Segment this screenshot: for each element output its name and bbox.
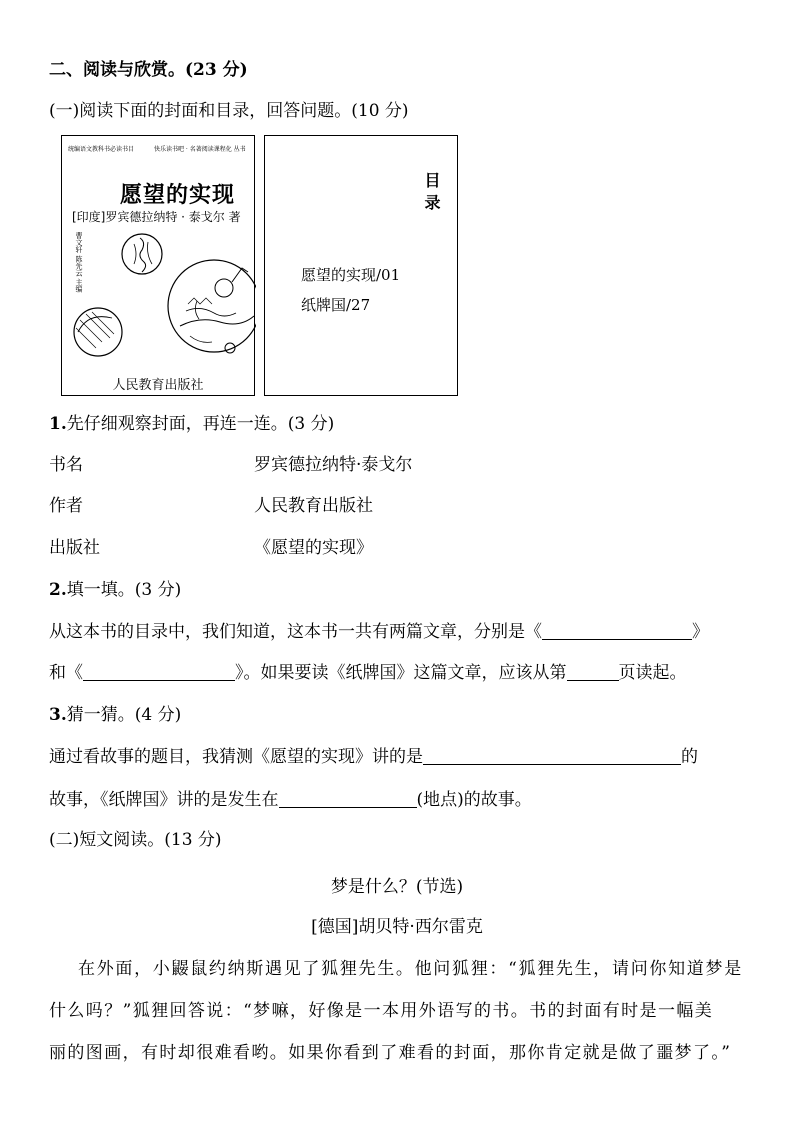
q3-text: 的 [681,747,698,767]
cover-series-text-right: 快乐读书吧 · 名著阅读课程化 丛书 [154,146,246,153]
table-of-contents [264,135,458,396]
question-1 [49,414,334,434]
q3-text: 故事，《纸牌国》讲的是发生在 [49,790,279,810]
question-number: 2. [49,580,67,600]
cover-series-text: 统编语文教科书必读书目 [68,146,135,153]
article-paragraph-line: 在外面，小鼹鼠约纳斯遇见了狐狸先生。他问狐狸：“狐狸先生，请问你知道梦是 [78,959,743,979]
article-author: [德国]胡贝特·西尔雷克 [311,917,483,937]
answer-blank[interactable] [423,746,681,765]
answer-blank[interactable] [83,662,235,681]
cover-author: [印度]罗宾德拉纳特 · 泰戈尔 著 [72,210,241,224]
article-paragraph-line: 丽的图画，有时却很难看哟。如果你看到了难看的封面，那你肯定就是做了噩梦了。” [49,1043,732,1063]
answer-blank[interactable] [542,621,692,640]
toc-item: 纸牌国/27 [301,296,371,314]
question-number: 1. [49,414,67,434]
question-number: 3. [49,705,67,725]
toc-title: 目录 [422,172,441,216]
q3-line-1 [49,746,698,767]
match-left-item: 出版社 [49,538,100,558]
cover-publisher: 人民教育出版社 [112,378,204,393]
q3-line-2 [49,789,532,810]
cover-illustration [62,136,256,397]
q2-text: 从这本书的目录中，我们知道，这本书一共有两篇文章，分别是《 [49,622,542,642]
book-cover [61,135,255,396]
match-right-item: 人民教育出版社 [254,496,373,516]
q2-line-1 [49,621,709,642]
cover-editors: 曹文轩 陈先云 主编 [75,232,83,293]
article-title: 梦是什么？(节选) [330,877,464,897]
toc-item: 愿望的实现/01 [301,266,401,284]
q3-text: (地点)的故事。 [416,790,532,810]
part2-heading: (二)短文阅读。(13 分) [49,830,222,850]
question-text: 填一填。(3 分) [66,580,182,600]
q3-text: 通过看故事的题目，我猜测《愿望的实现》讲的是 [49,747,423,767]
part1-heading: (一)阅读下面的封面和目录，回答问题。(10 分) [49,101,409,121]
q2-text: 》 [692,622,709,642]
answer-blank[interactable] [279,789,417,808]
question-3 [49,705,181,725]
match-right-item: 《愿望的实现》 [254,538,373,558]
question-text: 猜一猜。(4 分) [66,705,182,725]
q2-line-2 [49,662,687,683]
question-text: 先仔细观察封面，再连一连。(3 分) [66,414,335,434]
match-left-item: 作者 [49,496,83,516]
question-2 [49,580,181,600]
q2-text: 和《 [49,663,83,683]
match-left-item: 书名 [49,455,83,475]
match-right-item: 罗宾德拉纳特·泰戈尔 [254,455,413,475]
cover-title: 愿望的实现 [120,183,236,208]
answer-blank[interactable] [567,662,619,681]
q2-text: 页读起。 [618,663,687,683]
article-paragraph-line: 什么吗？”狐狸回答说：“梦嘛，好像是一本用外语写的书。书的封面有时是一幅美 [49,1001,714,1021]
section-heading: 二、阅读与欣赏。(23 分) [49,60,248,80]
q2-text: 》。如果要读《纸牌国》这篇文章，应该从第 [235,663,567,683]
